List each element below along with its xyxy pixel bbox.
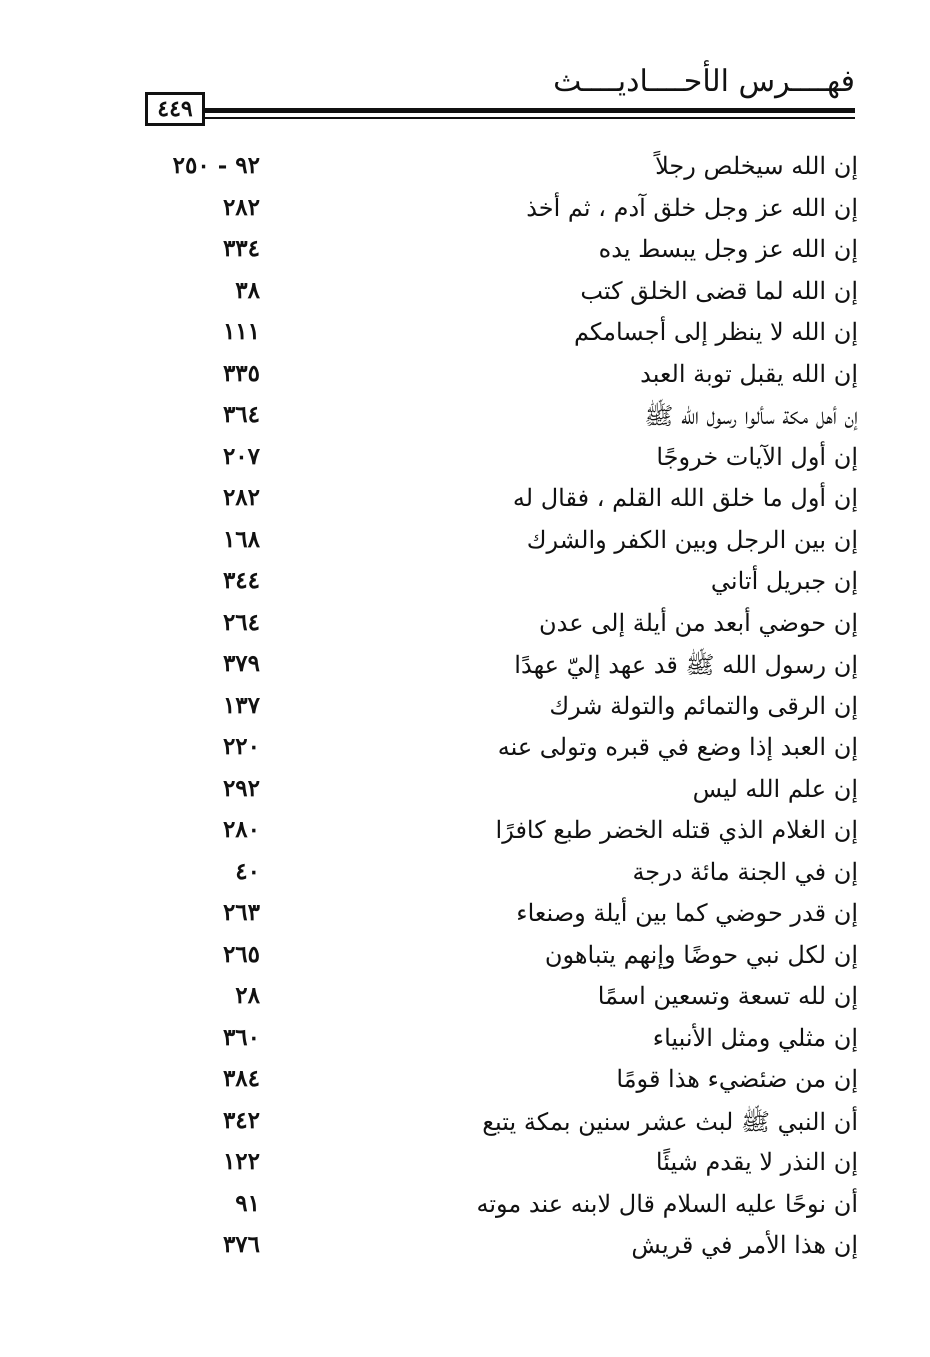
page-reference: ٣٨	[235, 276, 260, 304]
page-reference: ٣٨٤	[222, 1065, 260, 1092]
page-reference: ٣٧٩	[222, 650, 260, 677]
index-entry	[140, 565, 858, 607]
page-reference: ٣٤٤	[222, 567, 260, 594]
page-reference: ٣٤٢	[222, 1106, 260, 1134]
index-entry	[140, 814, 858, 856]
index-entry	[140, 358, 858, 400]
page-reference: ٣٦٤	[222, 401, 260, 428]
hadith-incipit: إن علم الله ليس	[692, 774, 858, 803]
index-entry	[140, 1063, 858, 1105]
hadith-incipit: إن هذا الأمر في قريش	[631, 1231, 858, 1259]
index-entry	[140, 316, 858, 358]
hadith-incipit: إن لله تسعة وتسعين اسمًا	[597, 982, 858, 1010]
index-entry	[140, 856, 858, 898]
page-reference: ٩٢ - ٢٥٠	[172, 152, 260, 179]
index-entry	[140, 731, 858, 773]
index-entry	[140, 1022, 858, 1064]
index-entry	[140, 1105, 858, 1147]
index-entry	[140, 939, 858, 981]
index-entry	[140, 524, 858, 566]
hadith-incipit: إن الغلام الذي قتله الخضر طبع كافرًا	[495, 816, 858, 844]
page-reference: ٢٨	[235, 982, 260, 1009]
header-rule-thin	[205, 117, 855, 119]
page-reference: ٢٦٥	[222, 940, 260, 968]
hadith-incipit: أن نوحًا عليه السلام قال لابنه عند موته	[476, 1189, 858, 1218]
hadith-incipit: إن بين الرجل وبين الكفر والشرك	[526, 525, 858, 554]
hadith-incipit: إن الله سيخلص رجلاً	[655, 152, 858, 180]
index-entry	[140, 1188, 858, 1230]
page-number: ٤٤٩	[145, 92, 205, 126]
page-reference: ٣٣٤	[222, 235, 260, 262]
hadith-incipit: إن الله عز وجل يبسط يده	[598, 235, 858, 263]
hadith-incipit: إن الله يقبل توبة العبد	[640, 359, 858, 388]
hadith-incipit: إن جبريل أتاني	[710, 567, 858, 595]
hadith-incipit: إن حوضي أبعد من أيلة إلى عدن	[538, 608, 858, 637]
hadith-incipit: إن لكل نبي حوضًا وإنهم يتباهون	[544, 940, 858, 969]
hadith-incipit: إن أول ما خلق الله القلم ، فقال له	[512, 484, 858, 512]
index-entry	[140, 607, 858, 649]
hadith-incipit: إن قدر حوضي كما بين أيلة وصنعاء	[516, 899, 858, 927]
page-reference: ٢٩٢	[222, 774, 260, 802]
page-reference: ١٢٢	[222, 1148, 260, 1175]
page-reference: ٤٠	[235, 857, 260, 885]
index-entry	[140, 482, 858, 524]
index-entry	[140, 399, 858, 441]
hadith-incipit: إن أول الآيات خروجًا	[656, 442, 858, 471]
header-rule-thick	[205, 108, 855, 113]
page-reference: ٢٨٢	[222, 484, 260, 511]
hadith-incipit: أن النبي ﷺ لبث عشر سنين بمكة يتبع	[482, 1107, 858, 1136]
page-reference: ١١١	[222, 318, 260, 345]
hadith-index-list	[140, 150, 858, 1271]
page-reference: ٢٨٢	[222, 193, 260, 221]
hadith-incipit: إن الرقى والتمائم والتولة شرك	[549, 691, 858, 720]
index-entry	[140, 980, 858, 1022]
page-reference: ٩١	[235, 1189, 260, 1217]
page-reference: ١٣٧	[222, 691, 260, 719]
page-reference: ٢٦٣	[222, 899, 260, 926]
index-entry	[140, 648, 858, 690]
index-entry	[140, 150, 858, 192]
hadith-incipit: إن من ضئضيء هذا قومًا	[616, 1065, 858, 1093]
index-entry	[140, 773, 858, 815]
page-reference: ٣٦٠	[222, 1023, 260, 1051]
hadith-incipit: إن مثلي ومثل الأنبياء	[652, 1023, 858, 1052]
index-entry	[140, 233, 858, 275]
page-reference: ٣٧٦	[222, 1231, 260, 1258]
index-entry	[140, 1229, 858, 1271]
hadith-incipit: إن الله عز وجل خلق آدم ، ثم أخذ	[526, 193, 858, 222]
hadith-incipit: إن الله لما قضى الخلق كتب	[580, 276, 858, 305]
hadith-incipit: إن النذر لا يقدم شيئًا	[655, 1148, 858, 1176]
hadith-incipit: إن الله لا ينظر إلى أجسامكم	[573, 318, 858, 346]
running-header-title: فهــــرس الأحــــاديــــث	[553, 64, 855, 99]
page-reference: ٢٨٠	[222, 816, 260, 843]
index-entry	[140, 441, 858, 483]
page-reference: ١٦٨	[222, 525, 260, 553]
hadith-incipit: إن رسول الله ﷺ قد عهد إليّ عهدًا	[514, 651, 858, 679]
page-reference: ٣٣٥	[222, 359, 260, 387]
page-reference: ٢٢٠	[222, 733, 260, 760]
index-entry	[140, 1146, 858, 1188]
hadith-incipit: إن في الجنة مائة درجة	[632, 857, 858, 886]
page-reference: ٢٠٧	[222, 442, 260, 470]
index-entry	[140, 690, 858, 732]
index-entry	[140, 192, 858, 234]
hadith-incipit: إن العبد إذا وضع في قبره وتولى عنه	[497, 733, 858, 761]
page-reference: ٢٦٤	[222, 608, 260, 636]
hadith-incipit: إن أهل مكة سألوا رسول الله ﷺ	[644, 402, 858, 430]
index-entry	[140, 897, 858, 939]
index-entry	[140, 275, 858, 317]
